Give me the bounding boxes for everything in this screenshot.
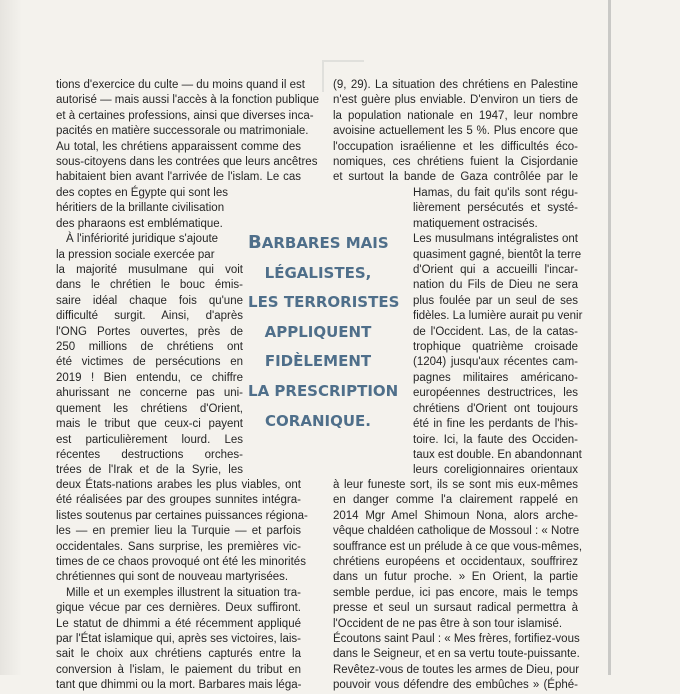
text-line: et à certaines professions, ainsi que diverses inca- [56,109,314,122]
text-line: Les musulmans intégralistes ont [413,233,578,246]
pull-quote [248,228,400,436]
text-line: n'est guère plus enviable. D'environ un tiers de [333,94,578,107]
pull-quote-line: LES TERRORISTES [248,293,400,312]
text-line: nation du Fils de Dieu ne sera [413,279,578,292]
text-line: l'Occident de ne pas être à son tour islamisé. [333,617,563,630]
text-line: (1204) jusqu'aux récentes cam- [413,356,578,369]
text-line: l'occupation israélienne et les difficultés éco- [333,140,578,153]
text-line: pacités en matière successorale ou matrimoniale. [56,125,309,138]
text-line: est particulièrement lourd. Les [56,433,243,446]
pull-quote-line: LÉGALISTES, [264,263,372,282]
text-line: sous-citoyens dans les contrées que leurs ancêtres [56,156,318,169]
text-line: Écoutons saint Paul : « Mes frères, fortifiez-vous [333,633,580,646]
text-line: avoisine actuellement les 5 %. Plus encore que [333,125,578,138]
text-line: pouvoir vous défendre des embûches » (Éphé- [333,679,578,692]
text-line: héritiers de la brillante civilisation [56,202,225,215]
text-line: tant que dhimmi ou la mort. Barbares mais léga- [56,679,302,692]
text-line: gique vécue par ces dernières. Deux suffiront. [56,602,301,615]
pull-quote-line: FIDÈLEMENT [264,352,372,371]
text-line: été in fine les perdants de l'his- [413,418,578,431]
text-line: ahurissant ne concerne pas uni- [56,387,243,400]
text-line: leurs coreligionnaires orientaux [413,464,578,477]
text-line: la majorité musulmane qui voit [56,264,243,277]
text-line: nomiques, ces chrétiens fuient la Cisjordanie [333,156,578,169]
text-line: times de ce chaos provoqué ont été les minorités [56,556,306,569]
text-line: par l'État islamique qui, après ses victoires, lais- [56,633,301,646]
column-1-top [56,78,320,186]
text-line: Hamas, du fait qu'ils sont régu- [413,187,578,199]
column-1-middle [56,186,243,479]
text-line: sait le choix aux chrétiens capturés entre la [56,648,301,661]
text-line: deux États-nations arabes les plus viables, ont [56,479,301,491]
text-line: Revêtez-vous de toutes les armes de Dieu, pour [333,663,580,676]
pull-quote-line: APPLIQUENT [264,322,372,341]
text-line: l'ONG Portes ouvertes, près de [56,325,243,338]
text-line: d'Orient qui a accueilli l'incar- [413,264,578,277]
text-line: 250 millions de chrétiens ont [56,341,243,354]
text-line: chrétiennes qui sont de nouveau martyrisées. [56,571,289,584]
column-2-top [333,78,578,186]
text-line: plus foulée par un seul de ses [413,294,578,307]
text-line: habitaient bien avant l'arrivée de l'islam. Le cas [56,171,301,184]
text-line: 2019 ! Bien entendu, ce chiffre [56,371,243,384]
text-line: (9, 29). La situation des chrétiens en Palestine [333,79,578,91]
pull-quote-line: BARBARES MAIS [248,232,389,253]
text-line: dans un futur proche. » En Orient, la partie [333,571,578,584]
text-line: trophique quatrième croisade [413,341,578,354]
text-line: lièrement persécutés et systé- [413,202,578,215]
text-line: trées de l'Irak et de la Syrie, les [56,464,243,477]
text-line: 2014 Mgr Amel Shimoun Nona, alors arche- [333,509,578,522]
text-line: quasiment gagné, bientôt la terre [413,248,582,261]
text-line: quement les chrétiens d'Orient, [56,402,243,415]
text-line: mais le tribut que ceux-ci payent [56,418,243,431]
text-line: presse et seul un sursaut radical permettra à [333,602,578,615]
text-line: la population nationale en 1947, leur nombre [333,109,578,122]
text-line: des coptes en Égypte qui sont les [56,187,228,199]
text-line: taux est double. En abandonnant [413,448,582,461]
text-line: les — en premier lieu la Turquie — et parfois [56,525,301,538]
page-edge-line [608,0,611,675]
column-2-middle [413,186,583,479]
text-line: difficulté surgit. Ainsi, d'après [56,310,243,323]
text-line: la pression sociale exercée par [56,248,215,261]
text-line: et surtout la bande de Gaza contrôlée par le [333,171,578,184]
pull-quote-line: LA PRESCRIPTION [248,381,399,400]
page-gutter-shadow [0,0,22,675]
pull-quote-line: CORANIQUE. [265,411,371,430]
text-line: matiquement ostracisés. [413,217,538,230]
text-line: autorisé — mais aussi l'accès à la fonction publique [56,94,320,107]
text-line: des pharaons est emblématique. [56,217,223,230]
text-line: conversion à l'islam, le paiement du tribut en [56,663,301,676]
text-line: semble perdue, ici pas encore, mais le temps [333,586,578,599]
text-line: de l'Occident. Las, de la catas- [413,325,578,338]
text-line: dans le Seigneur, et en sa vertu toute-puissante. [333,648,580,661]
text-line: tions d'exercice du culte — du moins quand il est [56,79,305,91]
text-line: À l'infériorité juridique s'ajoute [66,233,219,246]
text-line: fidèles. La lumière aurait pu venir [413,310,583,323]
text-line: en danger comme l'a clairement rappelé en [333,494,578,507]
text-line: souffrance est un prélude à ce que vous-mêmes, [333,540,583,553]
text-line: Le statut de dhimmi a été récemment appliqué [56,617,301,630]
text-line: européennes destructrices, les [413,387,578,400]
text-line: récentes destructions orches- [56,448,243,461]
text-line: occidentales. Sans surprise, les premières vic- [56,540,301,553]
text-line: Au total, les chrétiens apparaissent comme des [56,140,301,153]
text-line: chrétiens d'Orient ont toujours [413,402,578,415]
text-line: Mille et un exemples illustrent la situation tra- [66,586,301,599]
column-2-bottom [333,478,583,694]
text-line: vêque chaldéen catholique de Mossoul : « Notre [333,525,580,538]
text-line: été victimes de persécutions en [56,356,243,369]
text-line: chrétiens européens et occidentaux, souffrirez [333,556,578,569]
text-line: saire idéal chaque fois qu'une [56,294,243,307]
text-line: toire. Ici, la faute des Occiden- [413,433,578,446]
column-1-bottom [56,478,308,694]
text-line: à leur funeste sort, ils se sont mis eux-mêmes [333,479,578,491]
text-line: listes soutenus par certaines puissances régiona- [56,509,308,522]
text-line: été réalisées par des groupes sunnites intégra- [56,494,301,507]
text-line: dans le chrétien le bouc émis- [56,279,243,292]
text-line: pagnes militaires américano- [413,371,578,384]
